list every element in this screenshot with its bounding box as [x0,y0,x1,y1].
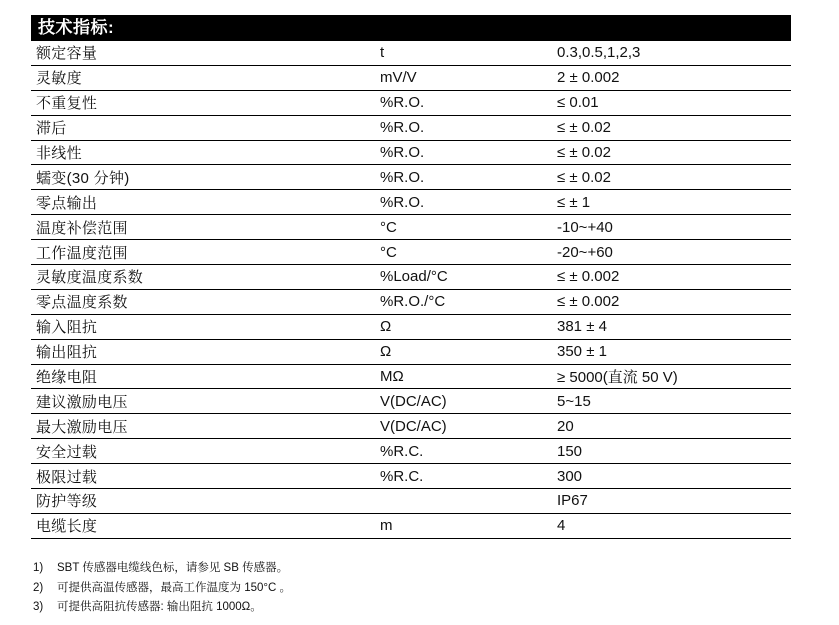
param-name-cell: 非线性 [36,145,82,162]
table-row [31,414,791,439]
param-unit-cell: mV/V [380,69,417,87]
table-row [31,290,791,315]
param-unit-cell: Ω [380,343,392,361]
param-unit-cell: °C [380,243,397,261]
table-row [31,389,791,414]
table-row [31,489,791,514]
section-header-bar [31,15,791,41]
param-value-cell: 4 [557,517,566,535]
table-row [31,165,791,190]
param-name-cell: 输入阻抗 [36,319,98,337]
param-value-cell: 350 ± 1 [557,343,607,361]
param-value-cell: 300 [557,467,583,485]
param-name-cell: 蠕变(30 分钟) [36,169,130,187]
param-unit-cell: %R.O. [380,119,425,137]
param-name-cell: 不重复性 [36,95,98,113]
param-unit-cell: %Load/°C [380,268,448,286]
param-name-cell: 最大激励电压 [36,418,128,436]
footnote-text: SBT 传感器电缆线色标，请参见 SB 传感器。 [57,562,289,574]
param-name-cell: 极限过载 [36,468,98,486]
param-value-cell: -20~+60 [557,243,613,261]
param-value-cell: IP67 [557,492,588,510]
param-value-cell: 5~15 [557,392,591,410]
table-row [31,141,791,166]
param-value-cell: ≤ ± 0.002 [557,293,620,311]
param-value-cell: ≥ 5000(直流 50 V) [557,369,678,387]
footnote-number: 1) [33,562,44,574]
param-value-cell: ≤ ± 0.02 [557,144,611,161]
param-value-cell: 20 [557,417,574,435]
param-unit-cell: MΩ [380,368,404,386]
footnote-item [33,598,291,618]
table-row [31,265,791,290]
param-name-cell: 电缆长度 [36,518,98,536]
param-unit-cell: %R.O. [380,168,425,186]
table-row [31,66,791,91]
param-name-cell: 温度补偿范围 [36,219,128,237]
param-value-cell: 2 ± 0.002 [557,69,620,87]
param-unit-cell: %R.C. [380,442,424,460]
footnote-item [33,559,291,579]
table-row [31,240,791,265]
param-value-cell: -10~+40 [557,218,613,236]
table-row [31,439,791,464]
param-name-cell: 防护等级 [36,493,98,511]
param-name-cell: 输出阻抗 [36,344,98,362]
param-unit-cell: %R.O. [380,144,425,161]
param-name-cell: 安全过载 [36,443,98,461]
table-row [31,116,791,141]
table-row [31,215,791,240]
param-value-cell: ≤ ± 0.02 [557,119,611,137]
param-name-cell: 额定容量 [36,45,98,63]
param-name-cell: 零点温度系数 [36,294,128,312]
table-row [31,340,791,365]
param-name-cell: 工作温度范围 [36,244,128,262]
param-unit-cell: °C [380,218,397,236]
footnote-text: 可提供高温传感器，最高工作温度为 150°C 。 [57,581,291,594]
table-row [31,91,791,116]
param-unit-cell: %R.O. [380,94,425,112]
param-value-cell: 381 ± 4 [557,318,607,336]
param-name-cell: 建议激励电压 [36,393,128,411]
param-unit-cell: %R.C. [380,467,424,485]
param-value-cell: 0.3,0.5,1,2,3 [557,44,641,62]
table-row [31,41,791,66]
param-name-cell: 滞后 [36,120,67,138]
table-row [31,514,791,539]
table-row [31,315,791,340]
section-title: 技术指标: [38,18,115,37]
param-unit-cell: %R.O./°C [380,293,446,311]
param-value-cell: ≤ ± 0.002 [557,268,620,286]
param-name-cell: 灵敏度温度系数 [36,269,144,287]
param-name-cell: 零点输出 [36,194,98,212]
footnote-number: 3) [33,601,44,613]
spec-table [31,41,791,539]
param-value-cell: ≤ ± 1 [557,193,591,211]
param-name-cell: 灵敏度 [36,70,82,88]
param-unit-cell: Ω [380,318,392,336]
param-unit-cell: V(DC/AC) [380,417,447,435]
param-name-cell: 绝缘电阻 [36,369,98,387]
param-value-cell: ≤ 0.01 [557,94,599,112]
param-value-cell: 150 [557,442,583,460]
param-value-cell: ≤ ± 0.02 [557,168,611,186]
param-unit-cell: %R.O. [380,193,425,211]
footnote-text: 可提供高阻抗传感器: 输出阻抗 1000Ω。 [57,601,262,613]
table-row [31,365,791,390]
footnote-number: 2) [33,581,44,594]
footnote-item [33,579,291,599]
param-unit-cell: t [380,44,385,62]
param-unit-cell: V(DC/AC) [380,392,447,410]
param-unit-cell: m [380,517,393,535]
table-row [31,464,791,489]
footnotes [33,559,291,618]
table-row [31,190,791,215]
